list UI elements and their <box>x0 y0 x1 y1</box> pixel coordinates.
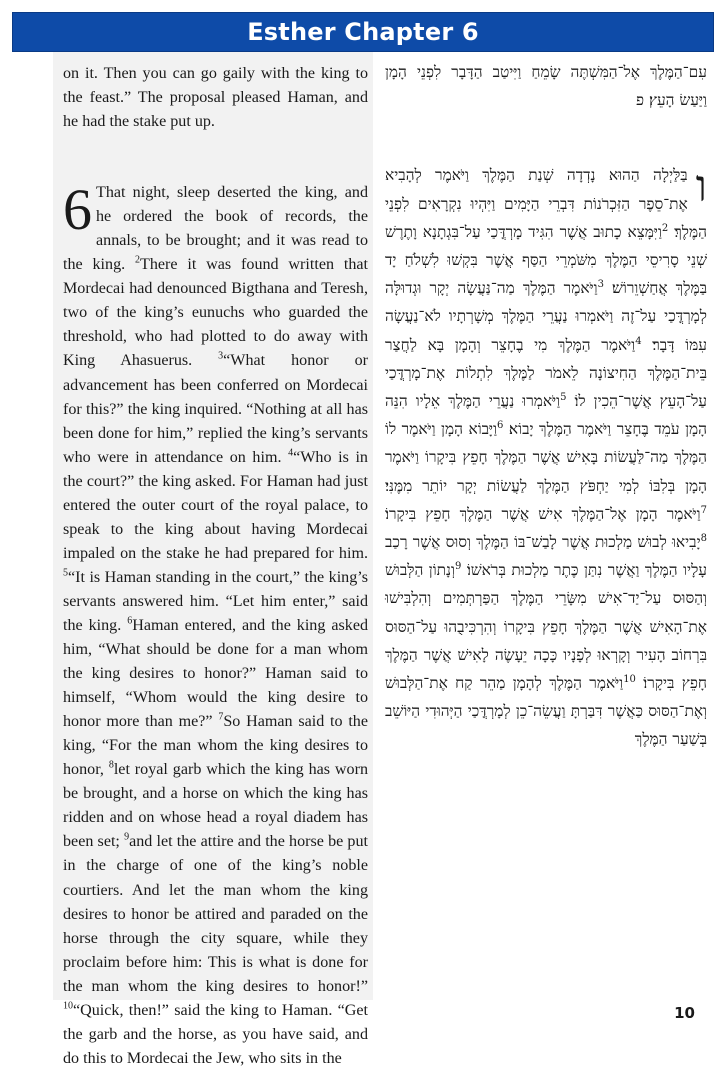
verse-text: let royal garb which the king has worn be brought, and a horse on which the king has ridden and on whose head a royal diadem has been set; <box>63 761 368 851</box>
hebrew-verse-text: וַיֹּאמֶר הָמָן אֶל־הַמֶּלֶךְ אִישׁ אֲשֶׁר הַמֶּלֶךְ חָפֵץ בִּיקָרוֹ׃ <box>385 504 701 523</box>
hebrew-verse-number: 9 <box>454 561 462 573</box>
english-column <box>53 52 373 1067</box>
verse-number: 3 <box>218 351 224 363</box>
hebrew-verse-text: בַּלַּיְלָה הַהוּא נָדְדָה שְׁנַת הַמֶּלֶךְ וַיֹּאמֶר לְהָבִיא אֶת־סֵפֶר הַזִּכְרֹנוֹת דִּבְרֵי הַיָּמִים וַיִּהְיוּ נִקְרָאִים לִפְנֵי הַמֶּלֶךְ׃ <box>385 166 707 241</box>
hebrew-intro: עִם־הַמֶּלֶךְ אֶל־הַמִּשְׁתֶּה שָׂמֵחַ וַיִּיטַב הַדָּבָר לִפְנֵי הָמָן וַיַּעַשׂ הָעֵץ׃ פ <box>385 63 707 110</box>
hebrew-verse-number: 7 <box>700 504 707 516</box>
hebrew-chapter-text <box>385 161 707 753</box>
hebrew-drop-letter: ו <box>695 161 707 213</box>
hebrew-verse-text: וַיֹּאמֶר הַמֶּלֶךְ מִי בֶחָצֵר וְהָמָן בָּא לַחֲצַר בֵּית־הַמֶּלֶךְ הַחִיצוֹנָה לֵאמֹר לַמֶּלֶךְ לִתְלוֹת אֶת־מָרְדֳּכַי עַל־הָעֵץ אֲשֶׁר־הֵכִין לוֹ׃ <box>385 335 707 411</box>
hebrew-verse-number: 2 <box>661 222 669 234</box>
hebrew-verse-number: 8 <box>700 532 707 544</box>
chapter-number: 6 <box>63 177 92 243</box>
english-intro: on it. Then you can go gaily with the king to the feast.” The proposal pleased Haman, and he had the stake put up. <box>63 65 368 131</box>
hebrew-verse-number: 5 <box>560 391 567 403</box>
verse-text: and let the attire and the horse be put in the charge of one of the king’s noble courtiers. And let the man whom the king desires to honor be attired and paraded on the horse through the city square, while they proclaim before him: This is what is done for the man whom the king desires to honor!” <box>63 833 368 995</box>
verse-number: 8 <box>108 759 114 771</box>
verse-text: “What honor or advancement has been conferred on Mordecai for this?” the king inquired. “Nothing at all has been done for him,” replied the king’s servants who were in attendance on him. <box>63 352 368 466</box>
hebrew-verse-number: 6 <box>497 420 504 432</box>
hebrew-verse-text: וַיָּבוֹא הָמָן וַיֹּאמֶר לוֹ הַמֶּלֶךְ מַה־לַּעֲשׂוֹת בָּאִישׁ אֲשֶׁר הַמֶּלֶךְ חָפֵץ בִּיקָרוֹ וַיֹּאמֶר הָמָן בְּלִבּוֹ לְמִי יַחְפֹּץ הַמֶּלֶךְ לַעֲשׂוֹת יְקָר יוֹתֵר מִמֶּנִּי׃ <box>385 420 707 495</box>
hebrew-verse-text: וַיֹּאמֶר הַמֶּלֶךְ מַה־נַּעֲשָׂה יְקָר וּגְדוּלָּה לְמָרְדֳּכַי עַל־זֶה וַיֹּאמְרוּ נַעֲרֵי הַמֶּלֶךְ מְשָׁרְתָיו לֹא־נַעֲשָׂה עִמּוֹ דָּבָר׃ <box>385 279 707 354</box>
verse-number: 2 <box>135 254 140 266</box>
hebrew-verse-number: 4 <box>635 335 642 347</box>
hebrew-verse-number: 10 <box>623 673 636 685</box>
verse-text: So Haman said to the king, “For the man whom the king desires to honor, <box>63 713 368 779</box>
verse-text: There it was found written that Mordecai had denounced Bigthana and Teresh, two of the king’s eunuchs who guarded the threshold, who had plotted to do away with King Ahasuerus. <box>63 256 368 370</box>
verse-number: 7 <box>218 711 224 723</box>
hebrew-verse-text: וַיִּמָּצֵא כָתוּב אֲשֶׁר הִגִּיד מָרְדֳּכַי עַל־בִּגְתָנָא וָתֶרֶשׁ שְׁנֵי סָרִיסֵי הַמֶּלֶךְ מִשֹּׁמְרֵי הַסַּף אֲשֶׁר בִּקְשׁוּ לִשְׁלֹחַ יָד בַּמֶּלֶךְ אֲחַשְׁוֵרוֹשׁ׃ <box>385 222 707 298</box>
hebrew-verse-number: 3 <box>597 279 604 291</box>
page-number: 10 <box>674 1004 695 1022</box>
verse-text: “Quick, then!” said the king to Haman. “Get the garb and the horse, as you have said, and do this to Mordecai the Jew, who sits in the <box>63 1001 368 1067</box>
chapter-title: Esther Chapter 6 <box>247 18 479 46</box>
verse-number: 6 <box>127 615 133 627</box>
verse-number: 5 <box>63 567 68 579</box>
hebrew-verse-text: וַיֹּאמֶר הַמֶּלֶךְ לְהָמָן מַהֵר קַח אֶת־הַלְּבוּשׁ וְאֶת־הַסּוּס כַּאֲשֶׁר דִּבַּרְתָּ וַעֲשֵׂה־כֵן לְמָרְדֳּכַי הַיְּהוּדִי הַיּוֹשֵׁב בְּשַׁעַר הַמֶּלֶךְ <box>385 674 707 749</box>
verse-text: “It is Haman standing in the court,” the king’s servants answered him. “Let him enter,” said the king. <box>63 568 368 634</box>
chapter-header <box>12 12 714 52</box>
english-chapter-text <box>63 177 369 1071</box>
verse-text: Haman entered, and the king asked him, “What should be done for a man whom the king desires to honor?” Haman said to himself, “Whom would the king desire to honor more than me?” <box>63 616 369 731</box>
verse-text: That night, sleep deserted the king, and he ordered the book of records, the annals, to be brought; and it was read to the king. <box>63 184 368 274</box>
verse-number: 9 <box>124 832 130 844</box>
hebrew-verse-text: יָבִיאוּ לְבוּשׁ מַלְכוּת אֲשֶׁר לָבַשׁ־בּוֹ הַמֶּלֶךְ וְסוּס אֲשֶׁר רָכַב עָלָיו הַמֶּלֶךְ וַאֲשֶׁר נִתַּן כֶּתֶר מַלְכוּת בְּרֹאשׁוֹ׃ <box>385 533 707 580</box>
verse-text: “Who is in the court?” the king asked. For Haman had just entered the outer court of the royal palace, to speak to the king about having Mordecai impaled on the stake he had prepared for him. <box>63 448 368 562</box>
hebrew-verse-text: וְנָתוֹן הַלְּבוּשׁ וְהַסּוּס עַל־יַד־אִישׁ מִשָּׂרֵי הַמֶּלֶךְ הַפַּרְתְּמִים וְהִלְבִּישׁוּ אֶת־הָאִישׁ אֲשֶׁר הַמֶּלֶךְ חָפֵץ בִּיקָרוֹ וְהִרְכִּיבֻהוּ עַל־הַסּוּס בִּרְחוֹב הָעִיר וְקָרְאוּ לְפָנָיו כָּכָה יֵעָשֶׂה לָאִישׁ אֲשֶׁר הַמֶּלֶךְ חָפֵץ בִּיקָרוֹ׃ <box>385 561 707 693</box>
verse-number: 10 <box>63 1000 73 1012</box>
hebrew-verse-text: וַיֹּאמְרוּ נַעֲרֵי הַמֶּלֶךְ אֵלָיו הִנֵּה הָמָן עֹמֵד בֶּחָצֵר וַיֹּאמֶר הַמֶּלֶךְ יָבוֹא׃ <box>385 392 708 439</box>
verse-number: 4 <box>288 447 294 459</box>
hebrew-column <box>385 52 707 754</box>
